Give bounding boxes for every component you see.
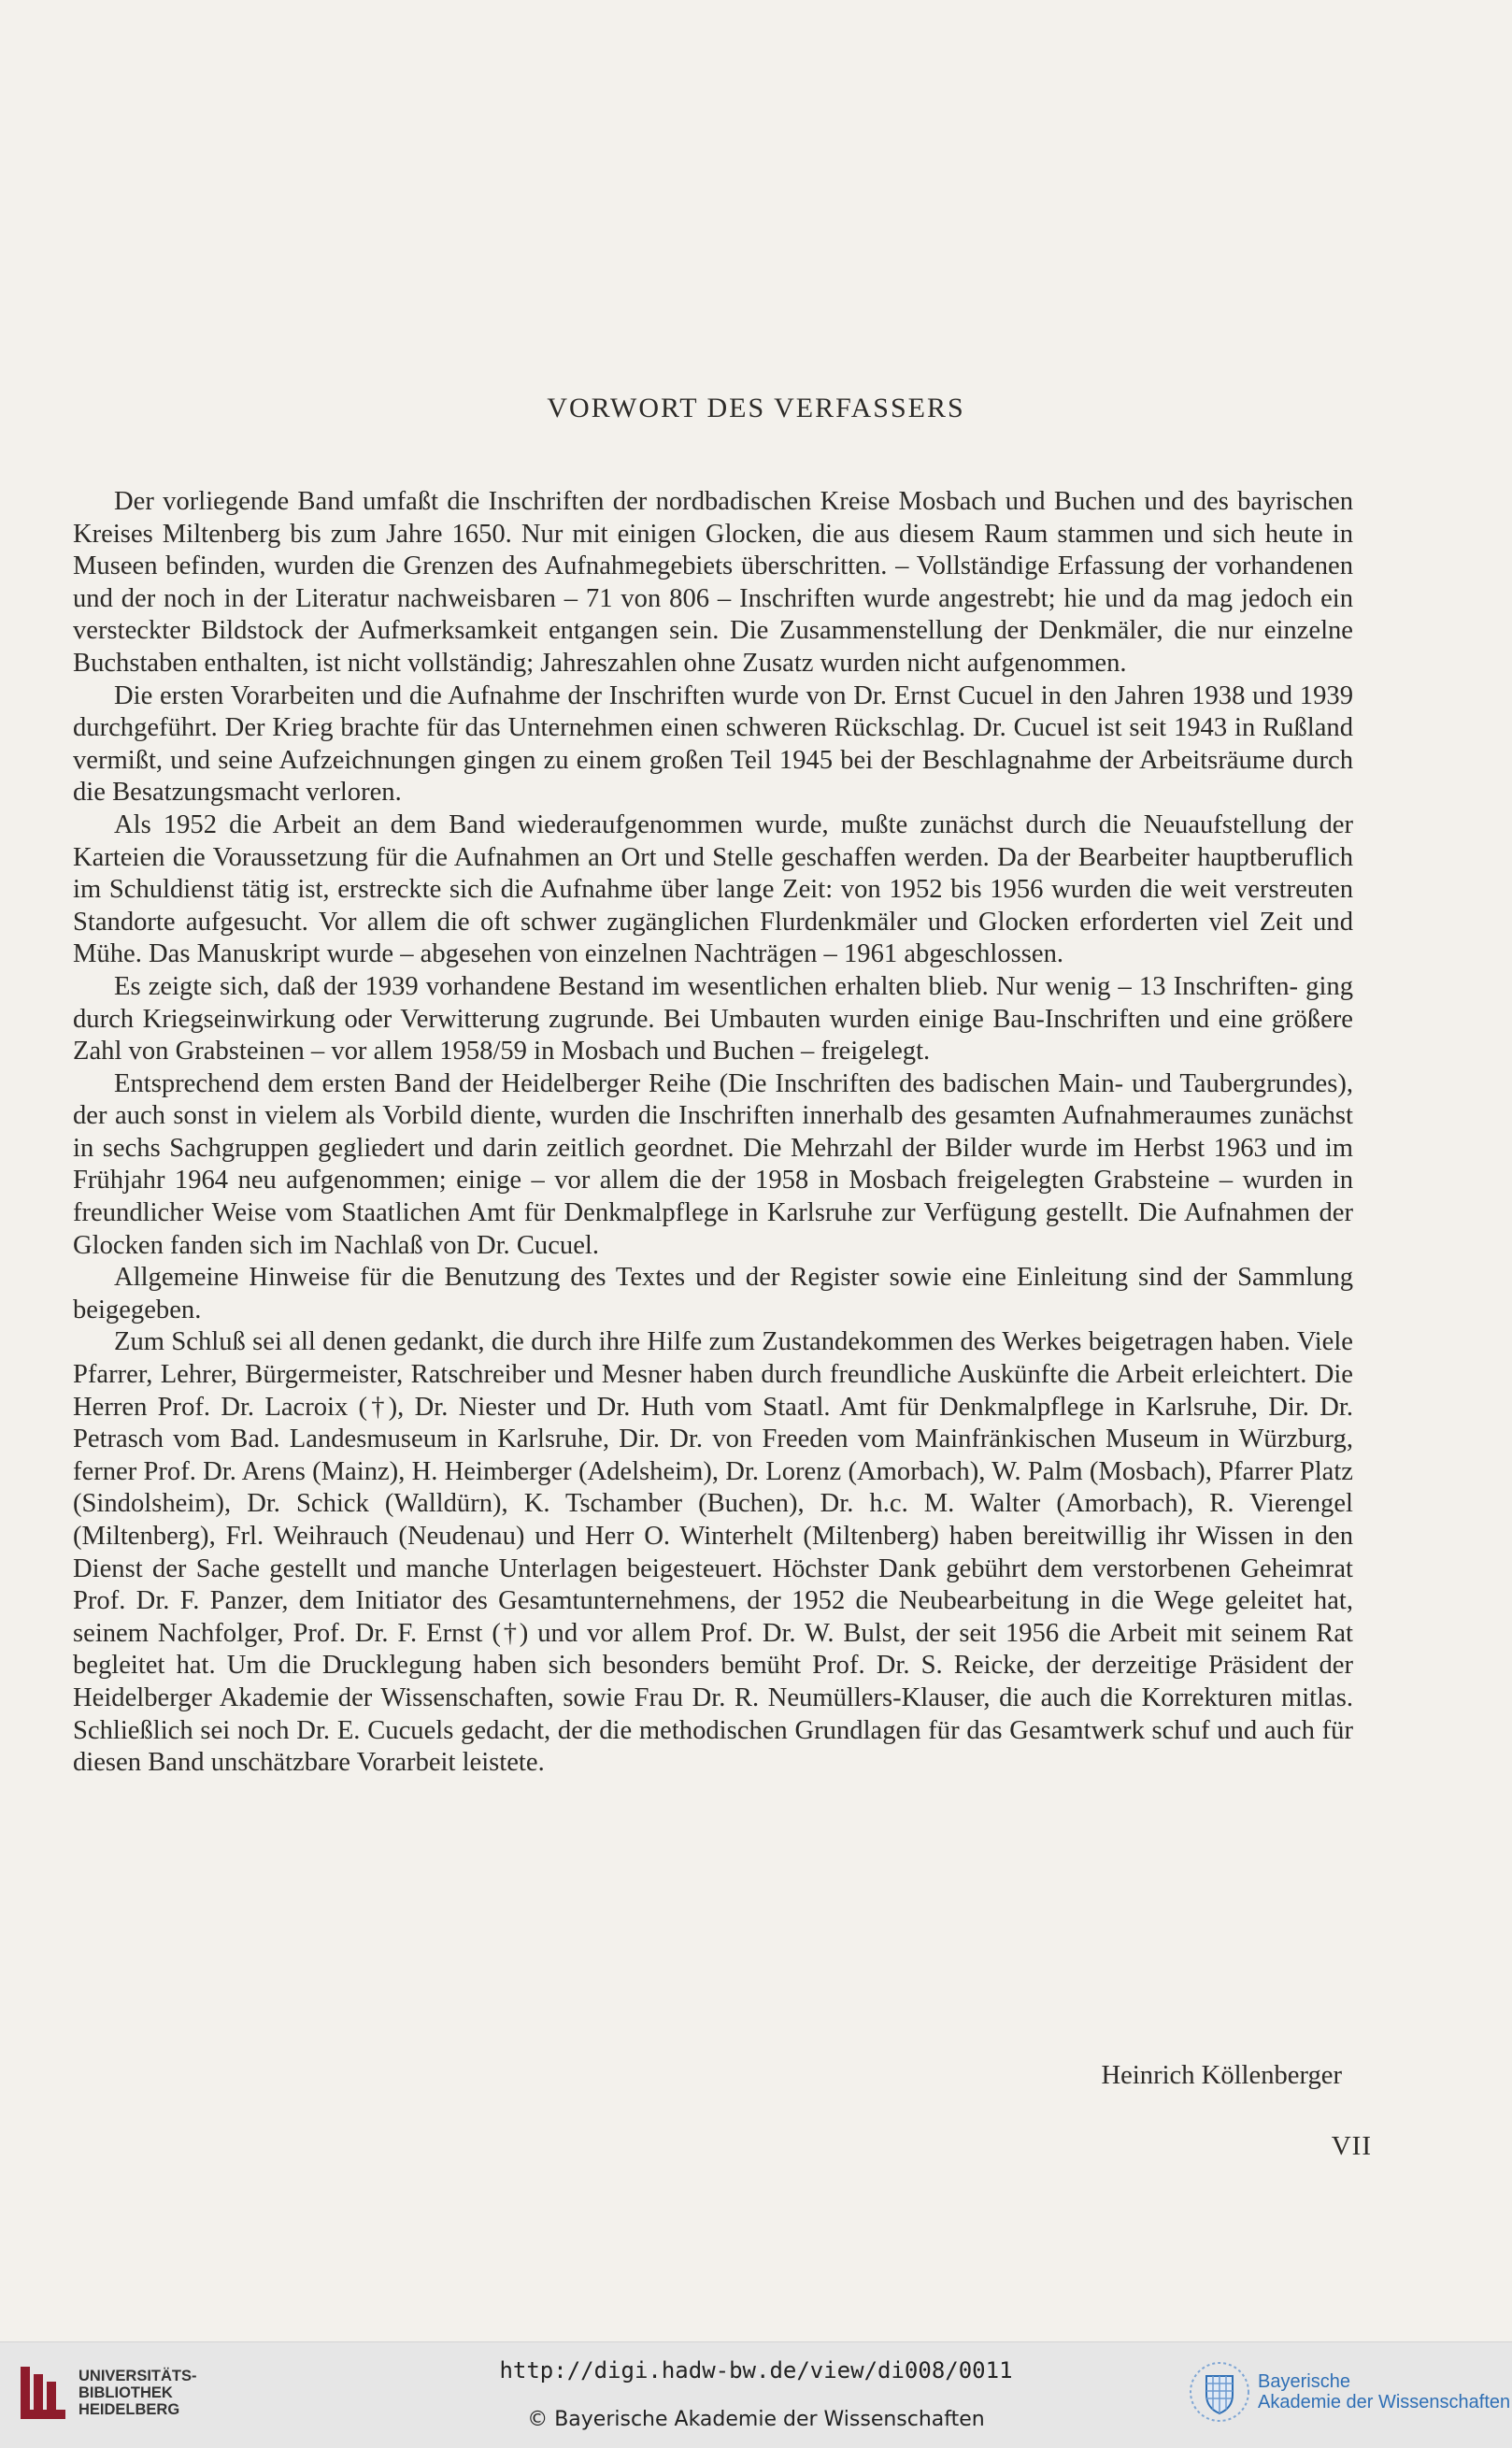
body-text	[73, 486, 1353, 1780]
page-number: VII	[1331, 2131, 1372, 2161]
permalink-url[interactable]: http://digi.hadw-bw.de/view/di008/0011	[499, 2357, 1013, 2384]
academy-logo-line: Akademie der Wissenschaften	[1258, 2392, 1511, 2412]
paragraph: Entsprechend dem ersten Band der Heidelberger Reihe (Die Inschriften des badischen Main- und Taubergrundes), der auch sonst in vielem als Vorbild diente, wurden die Inschriften innerhalb des gesamten Aufnahmeraumes zunächst in sechs Sachgruppen gegliedert und darin zeitlich geordnet. Die Mehrzahl der Bilder wurde im Herbst 1963 und im Frühjahr 1964 neu aufgenommen; einige – vor allem die der 1958 in Mosbach freigelegten Grabsteine – wurden in freundlicher Weise vom Staatlichen Amt für Denkmalpflege in Karlsruhe zur Verfügung gestellt. Die Aufnahmen der Glocken fanden sich im Nachlaß von Dr. Cucuel.	[73, 1068, 1353, 1260]
paragraph: Es zeigte sich, daß der 1939 vorhandene Bestand im wesentlichen erhalten blieb. Nur wenig – 13 Inschriften- ging durch Kriegseinwirkung oder Verwitterung zugrunde. Bei Umbauten wurden einige Bau-Inschriften und eine größere Zahl von Grabsteinen – vor allem 1958/59 in Mosbach und Buchen – freigelegt.	[73, 971, 1353, 1067]
paragraph: Allgemeine Hinweise für die Benutzung des Textes und der Register sowie eine Einleitung sind der Sammlung beigegeben.	[73, 1263, 1353, 1324]
ub-logo-line: BIBLIOTHEK	[78, 2384, 173, 2401]
academy-logo-text	[1258, 2371, 1510, 2412]
crest-icon	[1189, 2361, 1250, 2423]
paragraph: Als 1952 die Arbeit an dem Band wiederaufgenommen wurde, mußte zunächst durch die Neuaufstellung der Karteien die Voraussetzung für die Aufnahmen an Ort und Stelle geschaffen werden. Da der Bearbeiter hauptberuflich im Schuldienst tätig ist, erstreckte sich die Aufnahme über lange Zeit: von 1952 bis 1956 wurden die weit verstreuten Standorte aufgesucht. Vor allem die oft schwer zugänglichen Flurdenkmäler und Glocken erforderten viel Zeit und Mühe. Das Manuskript wurde – abgesehen von einzelnen Nachträgen – 1961 abgeschlossen.	[73, 809, 1353, 969]
ub-logo-line: UNIVERSITÄTS-	[78, 2368, 197, 2384]
page-title: VORWORT DES VERFASSERS	[547, 393, 965, 423]
copyright-notice: © Bayerische Akademie der Wissenschaften	[527, 2408, 985, 2431]
bavarian-academy-logo[interactable]	[1189, 2361, 1510, 2423]
paragraph: Zum Schluß sei all denen gedankt, die durch ihre Hilfe zum Zustandekommen des Werkes beigetragen haben. Viele Pfarrer, Lehrer, Bürgermeister, Ratschreiber und Mesner haben durch freundliche Auskünfte die Arbeit erleichtert. Die Herren Prof. Dr. Lacroix (†), Dr. Niester und Dr. Huth vom Staatl. Amt für Denkmalpflege in Karlsruhe, Dir. Dr. Petrasch vom Bad. Landesmuseum in Karlsruhe, Dir. Dr. von Freeden vom Mainfränkischen Museum in Würzburg, ferner Prof. Dr. Arens (Mainz), H. Heimberger (Adelsheim), Dr. Lorenz (Amorbach), W. Palm (Mosbach), Pfarrer Platz (Sindolsheim), Dr. Schick (Walldürn), K. Tschamber (Buchen), Dr. h.c. M. Walter (Amorbach), R. Vierengel (Miltenberg), Frl. Weihrauch (Neudenau) und Herr O. Winterhelt (Miltenberg) haben bereitwillig ihr Wissen in den Dienst der Sache gestellt und manche Unterlagen beigesteuert. Höchster Dank gebührt dem verstorbenen Geheimrat Prof. Dr. F. Panzer, dem Initiator des Gesamtunternehmens, der 1952 die Neubearbeitung in die Wege geleitet hat, seinem Nachfolger, Prof. Dr. F. Ernst (†) und vor allem Prof. Dr. W. Bulst, der seit 1956 die Arbeit mit seinem Rat begleitet hat. Um die Drucklegung haben sich besonders bemüht Prof. Dr. S. Reicke, der derzeitige Präsident der Heidelberger Akademie der Wissenschaften, sowie Frau Dr. R. Neumüllers-Klauser, die auch die Korrekturen mitlas. Schließlich sei noch Dr. E. Cucuels gedacht, der die methodischen Grundlagen für das Gesamtwerk schuf und auch für diesen Band unschätzbare Vorarbeit leistete.	[73, 1327, 1353, 1778]
viewer-footer	[0, 2341, 1512, 2448]
author-signature: Heinrich Köllenberger	[1101, 2061, 1342, 2090]
academy-logo-line: Bayerische	[1258, 2371, 1350, 2392]
ub-logo-line: HEIDELBERG	[78, 2401, 180, 2418]
paragraph: Die ersten Vorarbeiten und die Aufnahme der Inschriften wurde von Dr. Ernst Cucuel in den Jahren 1938 und 1939 durchgeführt. Der Krieg brachte für das Unternehmen einen schweren Rückschlag. Dr. Cucuel ist seit 1943 in Rußland vermißt, und seine Aufzeichnungen gingen zu einem großen Teil 1945 bei der Beschlagnahme der Arbeitsräume durch die Besatzungsmacht verloren.	[73, 680, 1353, 808]
paragraph: Der vorliegende Band umfaßt die Inschriften der nordbadischen Kreise Mosbach und Buchen und des bayrischen Kreises Miltenberg bis zum Jahre 1650. Nur mit einigen Glocken, die aus diesem Raum stammen und sich heute in Museen befinden, wurden die Grenzen des Aufnahmegebiets überschritten. – Vollständige Erfassung der vorhandenen und der noch in der Literatur nachweisbaren – 71 von 806 – Inschriften wurde angestrebt; hie und da mag jedoch ein versteckter Bildstock der Aufmerksamkeit entgangen sein. Die Zusammenstellung der Denkmäler, die nur einzelne Buchstaben enthalten, ist nicht vollständig; Jahreszahlen ohne Zusatz wurden nicht aufgenommen.	[73, 487, 1353, 678]
